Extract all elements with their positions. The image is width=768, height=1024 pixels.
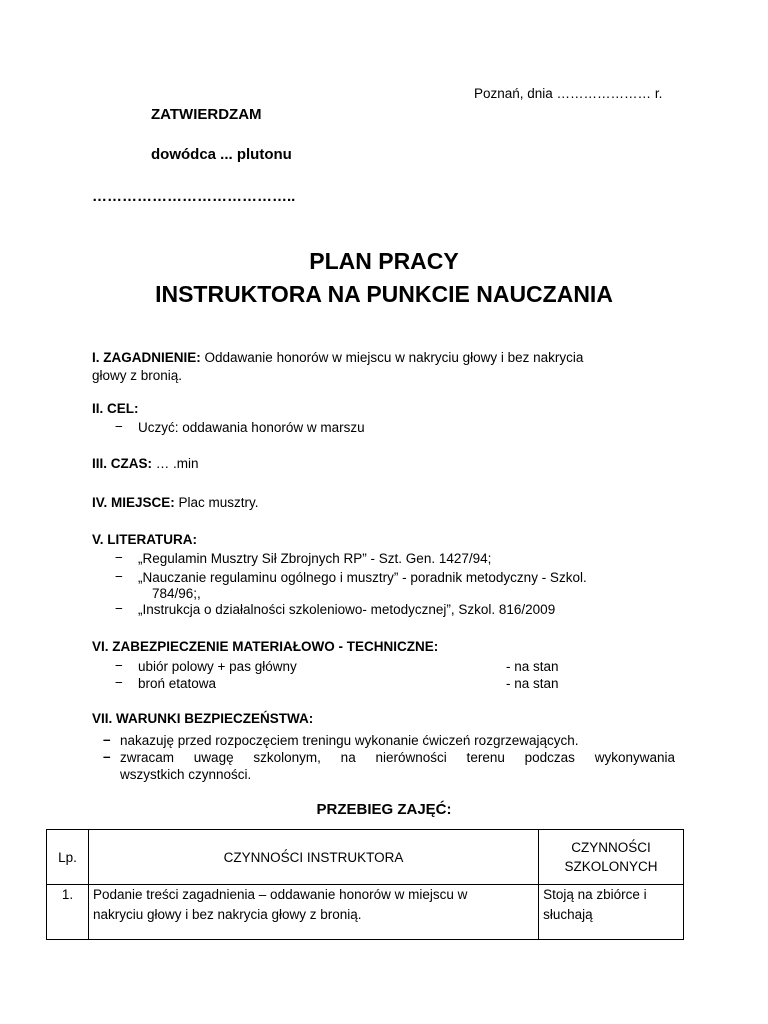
list-dash: – [103, 732, 111, 747]
section-warunki-label: VII. WARUNKI BEZPIECZEŃSTWA: [92, 711, 314, 726]
list-dash: − [115, 569, 123, 584]
przebieg-table [46, 829, 684, 940]
section-czas-label: III. CZAS: [92, 456, 152, 471]
equipment-status: - na stan [506, 676, 559, 691]
column-header-szkoleni-line1: CZYNNOŚCI [571, 840, 651, 855]
section-zabezpieczenie-label: VI. ZABEZPIECZENIE MATERIAŁOWO - TECHNICZNE: [92, 639, 439, 654]
section-miejsce-value: Plac musztry. [174, 495, 259, 510]
equipment-name: ubiór polowy + pas główny [138, 659, 297, 674]
warunki-item: nakazuję przed rozpoczęciem treningu wykonanie ćwiczeń rozgrzewających. [120, 733, 579, 748]
equipment-status: - na stan [506, 659, 559, 674]
section-zagadnienie-text-cont: głowy z bronią. [92, 368, 183, 383]
section-cel-label: II. CEL: [92, 401, 139, 416]
section-zagadnienie-label: I. ZAGADNIENIE: [92, 350, 201, 365]
section-zagadnienie [92, 350, 583, 365]
cell-szkoleni-line2: słuchają [543, 907, 593, 922]
cell-instruktor [88, 885, 538, 940]
literatura-item: „Instrukcja o działalności szkoleniowo- metodycznej”, Szkol. 816/2009 [138, 602, 556, 617]
cell-instruktor-line2: nakryciu głowy i bez nakrycia głowy z bronią. [92, 907, 362, 922]
cel-item: Uczyć: oddawania honorów w marszu [138, 420, 365, 435]
section-czas [92, 456, 199, 471]
column-header-instruktor: CZYNNOŚCI INSTRUKTORA [88, 830, 538, 885]
cell-instruktor-line1: Podanie treści zagadnienia – oddawanie honorów w miejscu w [92, 887, 468, 902]
warunki-item: zwracam uwagę szkolonym, na nierówności terenu podczas wykonywania [120, 750, 675, 765]
section-literatura-label: V. LITERATURA: [92, 532, 198, 547]
column-header-lp: Lp. [47, 830, 89, 885]
warunki-item-cont: wszystkich czynności. [120, 767, 252, 782]
cell-lp: 1. [47, 885, 89, 940]
literatura-item-cont: 784/96;, [152, 586, 201, 601]
list-dash: – [103, 749, 111, 764]
section-miejsce [92, 495, 259, 510]
list-dash: − [115, 550, 123, 565]
literatura-item: „Regulamin Musztry Sił Zbrojnych RP” - Szt. Gen. 1427/94; [138, 551, 492, 566]
table-row [47, 885, 684, 940]
cell-szkoleni-line1: Stoją na zbiórce i [543, 887, 647, 902]
przebieg-title: PRZEBIEG ZAJĘĆ: [316, 801, 452, 818]
signature-line: ………………………………….. [92, 188, 296, 205]
page-title-line-1: PLAN PRACY [309, 248, 459, 274]
list-dash: − [115, 601, 123, 616]
literatura-item: „Nauczanie regulaminu ogólnego i musztry” - poradnik metodyczny - Szkol. [138, 570, 587, 585]
list-dash: − [115, 658, 123, 673]
column-header-szkoleni [539, 830, 684, 885]
list-dash: − [115, 419, 123, 434]
place-date-line: Poznań, dnia ………………… r. [474, 86, 663, 101]
list-dash: − [115, 675, 123, 690]
section-miejsce-label: IV. MIEJSCE: [92, 495, 175, 510]
equipment-name: broń etatowa [138, 676, 217, 691]
column-header-szkoleni-line2: SZKOLONYCH [564, 859, 658, 874]
commander-line: dowódca ... plutonu [151, 146, 292, 163]
cell-szkoleni [539, 885, 684, 940]
table-header-row [47, 830, 684, 885]
page-title-line-2: INSTRUKTORA NA PUNKCIE NAUCZANIA [155, 281, 613, 307]
section-zagadnienie-text: Oddawanie honorów w miejscu w nakryciu głowy i bez nakrycia [200, 350, 584, 365]
section-czas-value: … .min [152, 456, 199, 471]
approval-heading: ZATWIERDZAM [151, 106, 262, 123]
